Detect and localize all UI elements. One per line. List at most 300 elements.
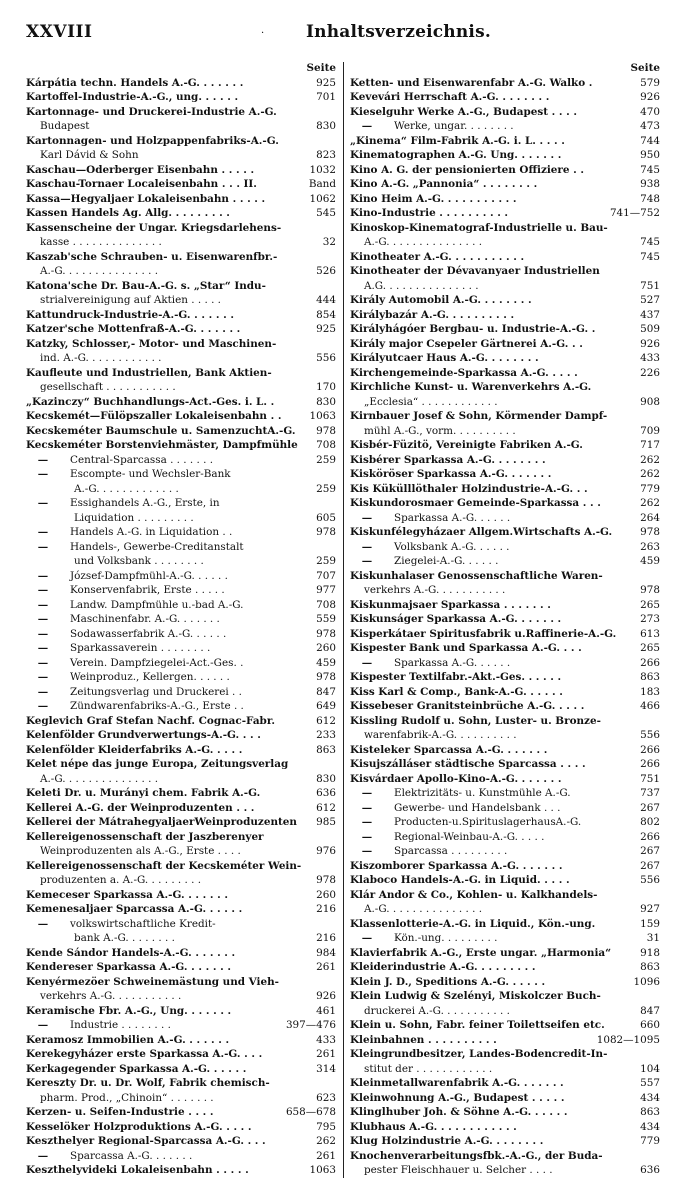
ditto-dash: —: [37, 671, 49, 683]
index-subentry: [26, 686, 336, 699]
entry-text: Klein J. D., Speditions A.-G. . . . . .: [350, 975, 546, 988]
entry-text: kasse . . . . . . . . . . . . . .: [40, 236, 162, 248]
index-entry: [350, 309, 660, 322]
entry-text: Volksbank A.-G. . . . . .: [394, 540, 510, 553]
page-number: XXVIII: [26, 22, 93, 42]
index-subentry: [26, 642, 336, 655]
entry-page: 938: [640, 178, 660, 190]
index-entry: [26, 338, 336, 351]
entry-page: 1062: [309, 192, 336, 205]
entry-page: 273: [640, 613, 660, 625]
index-entry: [26, 787, 336, 800]
entry-text: A.-G. . . . . . . . . . . . .: [74, 482, 179, 495]
entry-text: Kiskundorosmaer Gemeinde-Sparkassa . . .: [350, 497, 601, 509]
entry-text: Kelenfölder Kleiderfabriks A.-G. . . . .: [26, 743, 243, 756]
entry-page: 918: [640, 946, 660, 959]
entry-text: Kirchengemeinde-Sparkassa A.-G. . . . .: [350, 366, 578, 379]
entry-page: 636: [640, 1164, 660, 1176]
entry-text: Keszthelyer Regional-Sparcassa A.-G. . . .: [26, 1135, 266, 1147]
ditto-dash: —: [37, 453, 49, 466]
entry-text: Kerzen- u. Seifen-Industrie . . . .: [26, 1106, 214, 1118]
index-entry: [26, 164, 336, 177]
entry-page: 527: [640, 294, 660, 306]
entry-text: Kirnbauer Josef & Sohn, Körmender Dampf-: [350, 410, 608, 422]
ditto-dash: —: [361, 120, 373, 132]
entry-page: 267: [640, 801, 660, 814]
index-entry: [350, 135, 660, 148]
entry-text: druckerei A.-G. . . . . . . . . . .: [364, 1004, 510, 1017]
index-entry: [350, 91, 660, 104]
index-column-right: [350, 62, 660, 1178]
index-entry: [350, 918, 660, 931]
entry-text: Kartoffel-Industrie-A.-G., ung. . . . . .: [26, 91, 239, 103]
entry-text: Kaschau-Tornaer Localeisenbahn . . . II.: [26, 178, 257, 190]
entry-page: 847: [316, 685, 336, 698]
entry-page: 262: [640, 497, 660, 509]
entry-text: Kino A.-G. „Pannonia“ . . . . . . . .: [350, 178, 538, 190]
entry-text: Király major Csepeler Gärtnerei A.-G. . .: [350, 337, 583, 350]
index-subentry: [350, 512, 660, 525]
ditto-dash: —: [361, 830, 373, 843]
entry-page: 926: [640, 91, 660, 103]
entry-page: 159: [640, 917, 660, 930]
entry-text: Kiskunfélegyházaer Allgem.Wirtschafts A.-G.: [350, 526, 613, 538]
index-entry: [26, 744, 336, 757]
index-entry: [350, 874, 660, 887]
index-entry: [350, 236, 660, 249]
entry-text: Ziegelei-A.-G. . . . . .: [394, 555, 499, 567]
entry-page: 847: [640, 1004, 660, 1017]
entry-text: Kispester Textilfabr.-Akt.-Ges. . . . . .: [350, 671, 562, 683]
index-subentry: [350, 657, 660, 670]
entry-page: 259: [316, 555, 336, 567]
header-mark: ·: [261, 28, 265, 39]
entry-page: 556: [640, 874, 660, 886]
index-subentry: [26, 671, 336, 684]
entry-text: Klaboco Handels-A.-G. in Liquid. . . . .: [350, 874, 570, 886]
entry-text: Kassen Handels Ag. Allg. . . . . . . . .: [26, 207, 230, 219]
entry-text: Central-Sparcassa . . . . . . .: [70, 453, 214, 466]
entry-text: Kecskeméter Borstenviehmäster, Dampfmühle: [26, 439, 298, 451]
entry-text: Kendereser Sparkassa A.-G. . . . . . .: [26, 961, 231, 973]
index-entry: [26, 1135, 336, 1148]
index-column-left: [26, 62, 336, 1178]
index-entry: [350, 396, 660, 409]
entry-text: Kissling Rudolf u. Sohn, Luster- u. Bronze-: [350, 714, 601, 727]
entry-page: 183: [640, 685, 660, 698]
index-entry: [26, 410, 336, 423]
entry-page: 977: [316, 584, 336, 596]
index-entry: [350, 1150, 660, 1163]
index-entry: [350, 700, 660, 713]
index-entry: [350, 410, 660, 423]
entry-text: Klubhaus A.-G. . . . . . . . . . . .: [350, 1120, 517, 1133]
index-entry: [350, 77, 660, 90]
index-entry: [350, 1135, 660, 1148]
index-subentry: [26, 657, 336, 670]
ditto-dash: —: [37, 584, 49, 596]
index-entry: [350, 164, 660, 177]
index-entry: [26, 222, 336, 235]
entry-text: A.-G. . . . . . . . . . . . . . .: [364, 236, 483, 248]
index-entry: [350, 599, 660, 612]
index-entry: [26, 1092, 336, 1105]
entry-text: Kaufleute und Industriellen, Bank Aktien-: [26, 366, 272, 379]
index-entry: [350, 178, 660, 191]
ditto-dash: —: [37, 598, 49, 611]
index-entry: [26, 773, 336, 786]
index-entry: [350, 149, 660, 162]
index-entry: [350, 294, 660, 307]
entry-text: verkehrs A.-G. . . . . . . . . . .: [364, 584, 506, 596]
entry-page: 830: [316, 772, 336, 785]
ditto-dash: —: [361, 511, 373, 524]
entry-text: József-Dampfmühl-A.-G. . . . . .: [70, 569, 228, 582]
entry-text: Kleingrundbesitzer, Landes-Bodencredit-In-: [350, 1048, 608, 1060]
index-entry: [350, 454, 660, 467]
entry-page: 1082—1095: [596, 1033, 660, 1046]
index-subentry: [26, 541, 336, 554]
ditto-dash: —: [37, 526, 49, 538]
entry-text: Kárpátia techn. Handels A.-G. . . . . . .: [26, 76, 244, 89]
index-subentry: [26, 1150, 336, 1163]
index-entry: [26, 91, 336, 104]
entry-text: Zündwarenfabriks-A.-G., Erste . .: [70, 700, 244, 712]
entry-text: Kinoskop-Kinematograf-Industrielle u. Bau-: [350, 221, 608, 234]
index-entry: [350, 671, 660, 684]
index-entry: [350, 352, 660, 365]
index-entry: [26, 149, 336, 162]
index-entry: [26, 280, 336, 293]
entry-text: Maschinenfabr. A.-G. . . . . . .: [70, 613, 220, 625]
index-entry: [26, 381, 336, 394]
entry-text: Ketten- und Eisenwarenfabr A.-G. Walko .: [350, 76, 593, 89]
index-entry: [350, 106, 660, 119]
index-entry: [350, 338, 660, 351]
entry-text: Kenyérmezöer Schweinemästung und Vieh-: [26, 975, 279, 988]
index-entry: [26, 874, 336, 887]
entry-text: Kesselöker Holzproduktions A.-G. . . . .: [26, 1120, 252, 1133]
entry-text: stitut der . . . . . . . . . . . .: [364, 1062, 493, 1075]
entry-page: 708: [316, 598, 336, 611]
entry-page: 263: [640, 540, 660, 553]
index-entry: [350, 976, 660, 989]
entry-page: 1096: [633, 975, 660, 988]
index-entry: [350, 1034, 660, 1047]
entry-page: 509: [640, 323, 660, 335]
entry-text: Weinproduz., Kellergen. . . . . .: [70, 671, 230, 683]
entry-text: Sparkassa A.-G. . . . . .: [394, 511, 511, 524]
index-entry: [350, 628, 660, 641]
index-entry: [350, 860, 660, 873]
index-entry: [350, 889, 660, 902]
entry-text: Kiszomborer Sparkassa A.-G. . . . . . .: [350, 859, 563, 872]
entry-text: Kereszty Dr. u. Dr. Wolf, Fabrik chemisch-: [26, 1077, 270, 1089]
seite-label: Seite: [306, 62, 336, 74]
entry-page: 925: [316, 76, 336, 89]
ditto-dash: —: [37, 656, 49, 669]
index-entry: [350, 570, 660, 583]
index-entry: [350, 483, 660, 496]
index-entry: [26, 251, 336, 264]
ditto-dash: —: [37, 642, 49, 654]
entry-page: 545: [316, 207, 336, 219]
index-entry: [350, 947, 660, 960]
ditto-dash: —: [37, 569, 49, 582]
entry-page: 216: [316, 903, 336, 915]
index-subentry: [26, 454, 336, 467]
entry-page: 636: [316, 787, 336, 799]
index-entry: [350, 686, 660, 699]
index-entry: [26, 425, 336, 438]
index-entry: [26, 947, 336, 960]
entry-page: 216: [316, 932, 336, 944]
entry-page: 708: [316, 439, 336, 451]
entry-page: 985: [316, 816, 336, 828]
entry-text: Klavierfabrik A.-G., Erste ungar. „Harmonia“: [350, 946, 612, 959]
entry-text: Katzky, Schlosser,- Motor- und Maschinen-: [26, 337, 277, 350]
column-divider: [343, 62, 344, 1178]
index-subentry: [350, 831, 660, 844]
ditto-dash: —: [361, 845, 373, 857]
entry-text: Kecskemét—Fülöpszaller Lokaleisenbahn . .: [26, 410, 282, 422]
entry-page: 260: [316, 888, 336, 901]
index-entry: [26, 1063, 336, 1076]
entry-page: 745: [640, 250, 660, 263]
entry-page: 612: [316, 801, 336, 814]
entry-text: Escompte- und Wechsler-Bank: [70, 468, 231, 480]
entry-text: Kino Heim A.-G. . . . . . . . . . .: [350, 192, 517, 205]
index-entry: [26, 1005, 336, 1018]
entry-text: Kelenfölder Grundverwertungs-A.-G. . . .: [26, 729, 261, 741]
entry-text: Kellereigenossenschaft der Jaszberenyer: [26, 830, 264, 843]
index-subentry: [350, 802, 660, 815]
index-subentry: [26, 526, 336, 539]
index-entry: [350, 1106, 660, 1119]
index-entry: [350, 903, 660, 916]
entry-page: 863: [316, 743, 336, 756]
entry-text: pharm. Prod., „Chinoin“ . . . . . . .: [40, 1091, 214, 1104]
index-entry: [26, 309, 336, 322]
entry-text: Keleti Dr. u. Murányi chem. Fabrik A.-G.: [26, 787, 261, 799]
index-subentry: [26, 613, 336, 626]
index-entry: [26, 1164, 336, 1177]
entry-page: 925: [316, 323, 336, 335]
index-subentry: [350, 787, 660, 800]
index-entry: [26, 758, 336, 771]
entry-text: Kende Sándor Handels-A.-G. . . . . . .: [26, 946, 236, 959]
entry-text: „Kinema“ Film-Fabrik A.-G. i. L. . . . .: [350, 134, 565, 147]
entry-text: Keramische Fbr. A.-G., Ung. . . . . . .: [26, 1004, 232, 1017]
entry-text: Sparkassaverein . . . . . . . .: [70, 642, 211, 654]
entry-page: 926: [640, 337, 660, 350]
entry-text: Liquidation . . . . . . . . .: [74, 511, 194, 524]
entry-page: 260: [316, 642, 336, 654]
entry-text: Kaschau—Oderberger Eisenbahn . . . . .: [26, 163, 255, 176]
index-entry: [350, 990, 660, 1003]
entry-page: 623: [316, 1091, 336, 1104]
index-entry: [26, 265, 336, 278]
entry-page: 259: [316, 482, 336, 495]
entry-page: 233: [316, 729, 336, 741]
entry-page: 745: [640, 163, 660, 176]
index-subentry: [26, 555, 336, 568]
index-entry: [26, 889, 336, 902]
entry-text: Kevevári Herrschaft A.-G. . . . . . . .: [350, 91, 550, 103]
ditto-dash: —: [361, 555, 373, 567]
entry-text: A.G. . . . . . . . . . . . . . .: [364, 279, 479, 292]
entry-text: Kemenesaljaer Sparcassa A.-G. . . . . .: [26, 903, 243, 915]
index-entry: [26, 715, 336, 728]
entry-page: 751: [640, 772, 660, 785]
entry-page: 701: [316, 91, 336, 103]
ditto-dash: —: [37, 700, 49, 712]
entry-page: 976: [316, 845, 336, 857]
entry-text: Kisköröser Sparkassa A.-G. . . . . . .: [350, 468, 552, 480]
entry-page: 927: [640, 903, 660, 915]
entry-text: Katzer'sche Mottenfraß-A.-G. . . . . . .: [26, 323, 241, 335]
entry-text: Budapest: [40, 120, 90, 132]
entry-page: 266: [640, 830, 660, 843]
ditto-dash: —: [37, 497, 49, 509]
entry-text: Zeitungsverlag und Druckerei . .: [70, 685, 242, 698]
entry-page: 556: [316, 352, 336, 364]
index-entry: [350, 1063, 660, 1076]
entry-page: 658—678: [285, 1106, 336, 1118]
entry-text: Kinematographen A.-G. Ung. . . . . . .: [350, 149, 562, 161]
index-entry: [350, 1048, 660, 1061]
index-entry: [26, 1034, 336, 1047]
entry-page: 744: [640, 134, 660, 147]
entry-page: 737: [640, 787, 660, 799]
entry-page: 437: [640, 308, 660, 321]
entry-text: Kassa—Hegyaljaer Lokaleisenbahn . . . . .: [26, 192, 266, 205]
entry-text: ind. A.-G. . . . . . . . . . . .: [40, 352, 162, 364]
entry-page: 266: [640, 758, 660, 770]
entry-page: 709: [640, 424, 660, 437]
entry-page: 613: [640, 627, 660, 640]
index-subentry: [26, 570, 336, 583]
entry-text: Klinglhuber Joh. & Söhne A.-G. . . . . .: [350, 1106, 568, 1118]
entry-page: 802: [640, 816, 660, 828]
index-entry: [26, 367, 336, 380]
entry-page: 314: [316, 1062, 336, 1075]
index-entry: [350, 642, 660, 655]
index-entry: [350, 729, 660, 742]
entry-text: Kleinmetallwarenfabrik A.-G. . . . . . .: [350, 1077, 564, 1089]
index-entry: [350, 1121, 660, 1134]
entry-text: mühl A.-G., vorm. . . . . . . . . .: [364, 424, 516, 437]
entry-text: Kisperkátaer Spiritusfabrik u.Raffinerie-A.-G.: [350, 627, 617, 640]
entry-page: 267: [640, 845, 660, 857]
entry-text: Kinotheater A.-G. . . . . . . . . . .: [350, 250, 525, 263]
entry-text: Klár Andor & Co., Kohlen- u. Kalkhandels-: [350, 888, 598, 901]
entry-text: Kön.-ung. . . . . . . . .: [394, 932, 498, 944]
entry-page: 978: [640, 526, 660, 538]
index-subentry: [26, 1019, 336, 1032]
entry-text: Kleinwohnung A.-G., Budapest . . . . .: [350, 1091, 565, 1104]
index-subentry: [26, 918, 336, 931]
entry-text: Regional-Weinbau-A.-G. . . . .: [394, 830, 545, 843]
ditto-dash: —: [37, 613, 49, 625]
index-subentry: [350, 816, 660, 829]
index-entry: [350, 584, 660, 597]
entry-page: 397—476: [285, 1019, 336, 1031]
entry-page: 741—752: [609, 207, 660, 219]
page-title: Inhaltsverzeichnis.: [306, 22, 491, 42]
entry-page: 433: [316, 1033, 336, 1046]
entry-text: verkehrs A.-G. . . . . . . . . . .: [40, 990, 182, 1002]
column-heading: [350, 62, 660, 75]
entry-page: 262: [640, 453, 660, 466]
entry-text: Keramosz Immobilien A.-G. . . . . . .: [26, 1033, 230, 1046]
entry-page: 434: [640, 1120, 660, 1133]
entry-text: Werke, ungar. . . . . . . .: [394, 120, 514, 132]
index-subentry: [26, 628, 336, 641]
ditto-dash: —: [37, 917, 49, 930]
entry-text: gesellschaft . . . . . . . . . . .: [40, 381, 176, 393]
entry-text: Klein Ludwig & Szelényi, Miskolczer Buch-: [350, 990, 601, 1002]
entry-text: Industrie . . . . . . . .: [70, 1019, 171, 1031]
entry-text: Kissebeser Granitsteinbrüche A.-G. . . . .: [350, 700, 585, 712]
entry-text: Karl Dávid & Sohn: [40, 149, 139, 161]
entry-page: 470: [640, 105, 660, 118]
entry-text: Kassenscheine der Ungar. Kriegsdarlehens-: [26, 221, 282, 234]
entry-page: 459: [316, 656, 336, 669]
entry-text: Keglevich Graf Stefan Nachf. Cognac-Fabr.: [26, 714, 275, 727]
entry-page: 473: [640, 120, 660, 132]
entry-text: Királyutcaer Haus A.-G. . . . . . . .: [350, 352, 539, 364]
index-entry: [26, 352, 336, 365]
ditto-dash: —: [361, 801, 373, 814]
index-entry: [26, 236, 336, 249]
entry-text: Kerkagegender Sparkassa A.-G. . . . . .: [26, 1062, 247, 1075]
index-entry: [26, 1106, 336, 1119]
entry-text: Kartonnage- und Druckerei-Industrie A.-G.: [26, 105, 277, 118]
entry-page: 717: [640, 439, 660, 451]
entry-text: A.-G. . . . . . . . . . . . . . .: [40, 772, 159, 785]
index-entry: [26, 903, 336, 916]
entry-text: Kaszab'sche Schrauben- u. Eisenwarenfbr.-: [26, 250, 278, 263]
index-entry: [26, 729, 336, 742]
entry-page: 863: [640, 1106, 660, 1118]
entry-text: strialvereinigung auf Aktien . . . . .: [40, 294, 221, 306]
index-entry: [350, 961, 660, 974]
entry-text: Kemeceser Sparkassa A.-G. . . . . . .: [26, 888, 228, 901]
entry-text: Kellerei A.-G. der Weinproduzenten . . .: [26, 801, 255, 814]
entry-text: warenfabrik-A.-G. . . . . . . . . .: [364, 729, 517, 741]
ditto-dash: —: [37, 1019, 49, 1031]
entry-text: Kirchliche Kunst- u. Warenverkehrs A.-G.: [350, 381, 592, 393]
ditto-dash: —: [37, 468, 49, 480]
index-subentry: [26, 599, 336, 612]
entry-page: 266: [640, 656, 660, 669]
entry-page: 1032: [309, 163, 336, 176]
index-entry: [26, 802, 336, 815]
entry-page: 795: [316, 1120, 336, 1133]
entry-text: Weinproduzenten als A.-G., Erste . . . .: [40, 845, 241, 857]
ditto-dash: —: [37, 685, 49, 698]
entry-text: Királybazár A.-G. . . . . . . . . .: [350, 308, 515, 321]
entry-page: 823: [316, 149, 336, 161]
entry-text: Kellerei der MátrahegyaljaerWeinproduzenten: [26, 816, 297, 828]
entry-page: 265: [640, 642, 660, 654]
entry-text: Sodawasserfabrik A.-G. . . . . .: [70, 627, 227, 640]
index-entry: [350, 744, 660, 757]
entry-text: Kiskunmajsaer Sparkassa . . . . . . .: [350, 598, 551, 611]
ditto-dash: —: [361, 540, 373, 553]
index-subentry: [26, 584, 336, 597]
